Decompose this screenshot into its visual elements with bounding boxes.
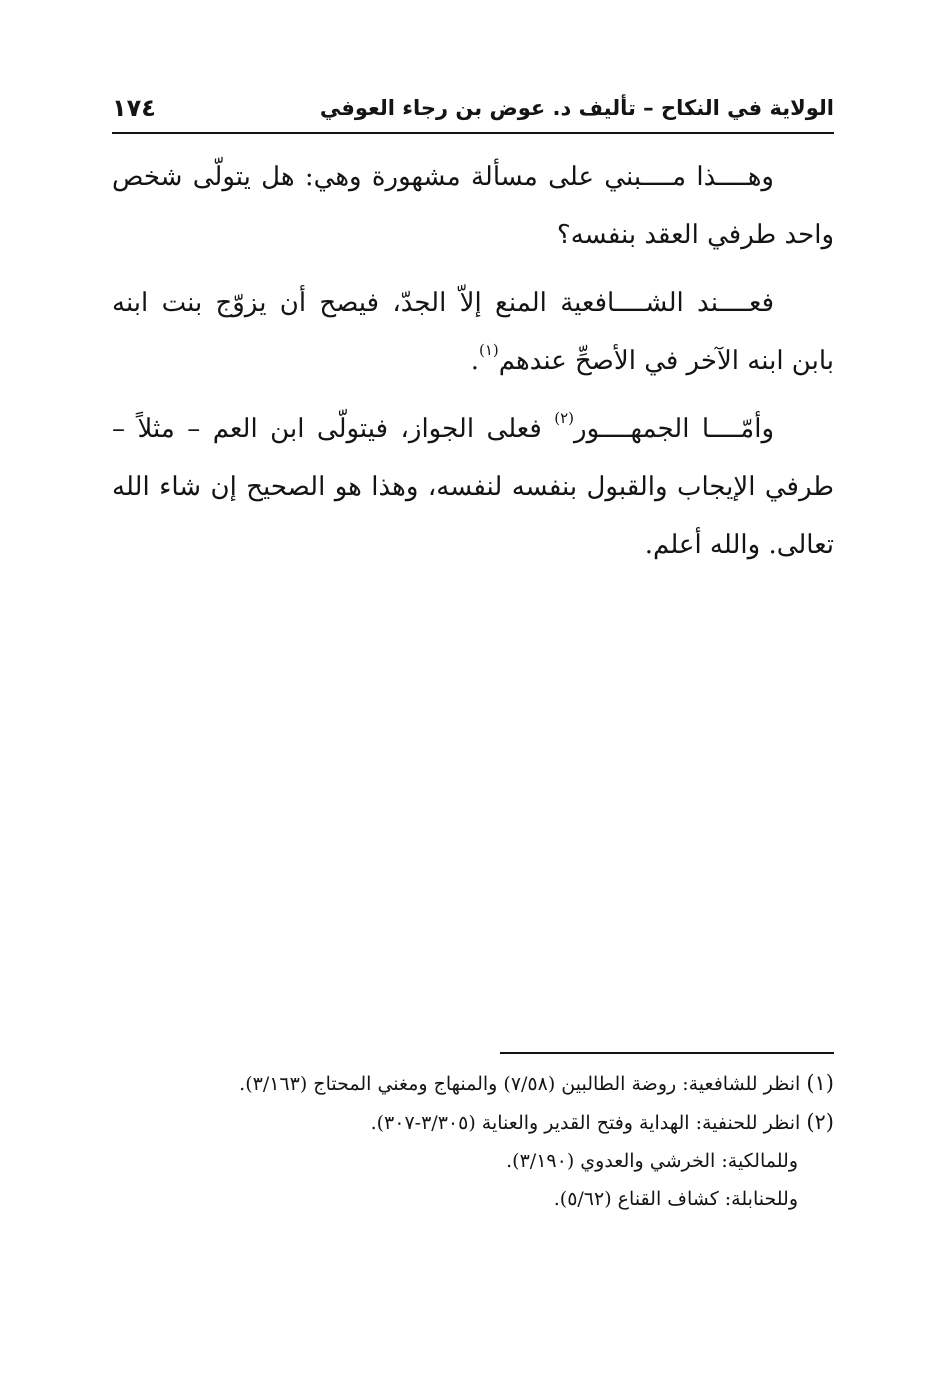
page-number: ١٧٤: [112, 94, 156, 122]
footnote-number: (٢): [806, 1110, 834, 1134]
paragraph-text: وأمّــــا الجمهــــور: [574, 414, 775, 444]
main-text: [112, 148, 834, 584]
running-header: [112, 92, 834, 132]
paragraph-text: فعــــند الشــــافعية المنع إلاّ الجدّ، فيصح أن يزوّج بنت ابنه بابن ابنه الآخر في الأصحِّ عندهم: [112, 288, 834, 376]
footnote-2-maliki: وللمالكية: الخرشي والعدوي (٣/١٩٠).: [506, 1150, 798, 1172]
footnote-1: [112, 1066, 834, 1101]
footnote-text: انظر للحنفية: الهداية وفتح القدير والعناية (٣/٣٠٥-٣٠٧).: [370, 1112, 807, 1134]
footnote-number: (١): [806, 1071, 834, 1095]
footnote-2-hanbali: وللحنابلة: كشاف القناع (٥/٦٢).: [553, 1188, 798, 1210]
footnote-divider: [500, 1052, 834, 1054]
footnote-text: انظر للشافعية: روضة الطالبين (٧/٥٨) والمنهاج ومغني المحتاج (٣/١٦٣).: [239, 1073, 807, 1095]
footnote-reference-2[interactable]: (٢): [554, 409, 575, 427]
paragraph-tail: فعلى الجواز، فيتولّى ابن العم – مثلاً – طرفي الإيجاب والقبول بنفسه لنفسه، وهذا هو الصحيح إن شاء الله تعالى. والله أعلم.: [112, 414, 834, 560]
paragraph-2: [112, 274, 834, 390]
paragraph-text: وهــــذا مــــبني على مسألة مشهورة وهي: هل يتولّى شخص واحد طرفي العقد بنفسه؟: [112, 162, 834, 250]
book-title: الولاية في النكاح – تأليف د. عوض بن رجاء العوفي: [319, 96, 834, 120]
paragraph-3: [112, 400, 834, 574]
footnote-2: [112, 1105, 834, 1140]
footnotes-section: [112, 1066, 834, 1220]
footnote-reference-1[interactable]: (١): [478, 341, 499, 359]
header-divider: [112, 132, 834, 134]
paragraph-1: [112, 148, 834, 264]
paragraph-tail: .: [470, 346, 479, 376]
